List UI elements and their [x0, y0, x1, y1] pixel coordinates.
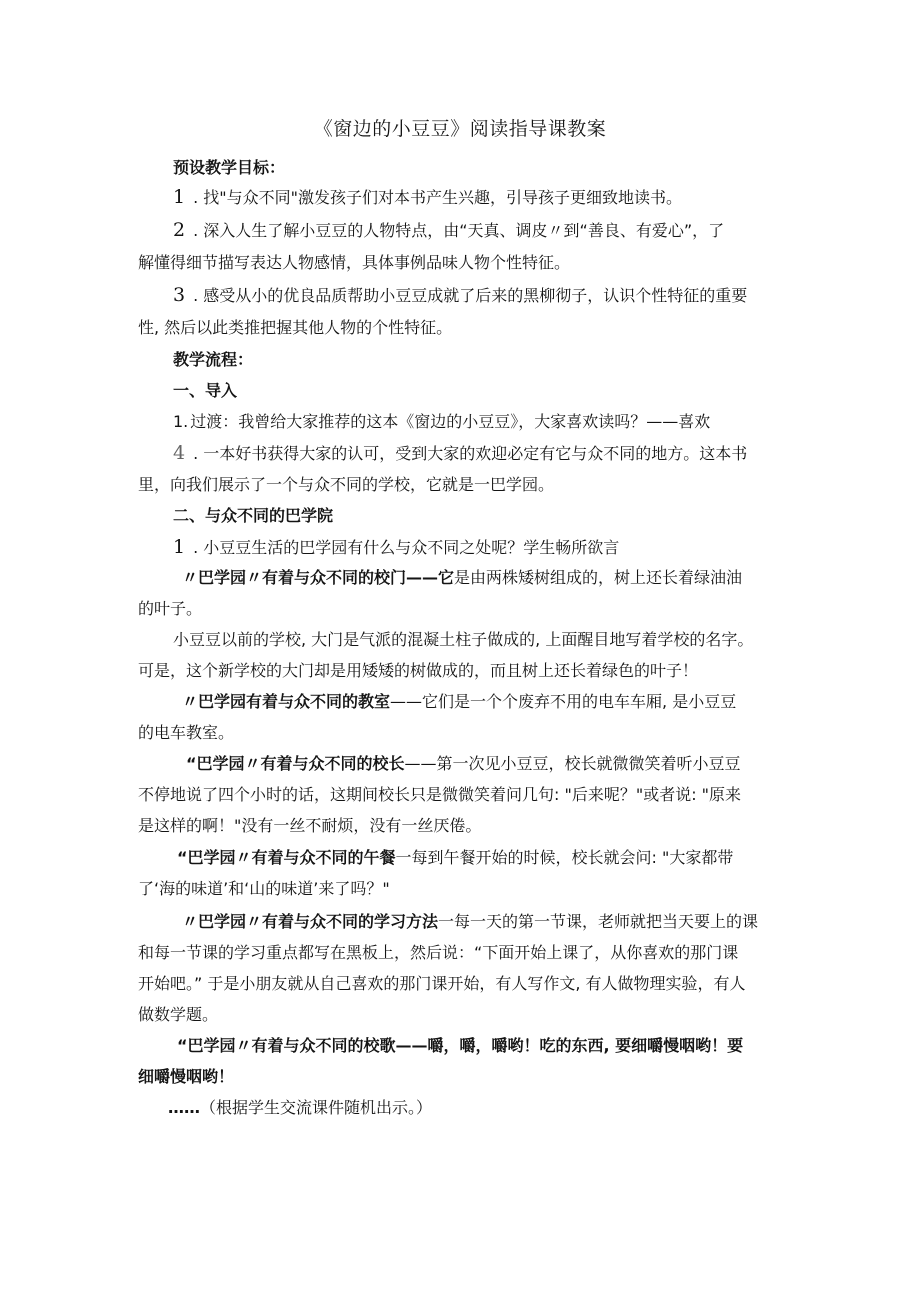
gate-text-a: 是由两株矮树组成的，树上还长着绿油油 [454, 568, 743, 587]
intro-1 [173, 411, 710, 433]
intro-4-text-b: 里，向我们展示了一个与众不同的学校，它就是一巴学园。 [138, 475, 555, 494]
intro-1-number: 1. [173, 412, 189, 431]
method-text-a: 一每一天的第一节课，老师就把当天要上的课 [438, 912, 759, 931]
classroom-paragraph [182, 691, 736, 713]
intro-1-text: 过渡：我曾给大家推荐的这本《窗边的小豆豆》，大家喜欢读吗？——喜欢 [190, 412, 711, 431]
goals-heading: 预设教学目标： [173, 158, 286, 177]
ending-text: （根据学生交流课件随机出示。） [200, 1098, 433, 1117]
gate-paragraph [182, 567, 742, 589]
method-text-c: 开始吧。” 于是小朋友就从自己喜欢的那门课开始，有人写作文, 有人做物理实验，有人 [138, 974, 746, 993]
principal-text-c: 是这样的啊！"没有一丝不耐烦，没有一丝厌倦。 [138, 816, 482, 835]
school-song-text-a: “巴学园〃有着与众不同的校歌——嚼，嚼，嚼哟！吃的东西, 要细嚼慢咽哟！要 [177, 1036, 744, 1055]
goal-2-text-b: 解懂得细节描写表达人物感情，具体事例品味人物个性特征。 [138, 253, 571, 272]
goal-1-number: 1 [173, 186, 186, 208]
ending-note [168, 1097, 432, 1119]
principal-text-a: ——第一次见小豆豆，校长就微微笑着听小豆豆 [404, 754, 741, 773]
section-2-item-1-number: 1 [173, 536, 186, 558]
ending-ellipsis: …… [168, 1098, 200, 1117]
section-1-heading: 一、导入 [173, 381, 238, 400]
method-paragraph [182, 911, 758, 933]
lunch-paragraph [177, 847, 733, 869]
flow-heading: 教学流程： [173, 350, 254, 369]
goal-3-text-a: . 感受从小的优良品质帮助小豆豆成就了后来的黑柳彻子，认识个性特征的重要 [193, 286, 748, 305]
section-2-item-1 [173, 536, 619, 559]
lunch-text-a: 一每到午餐开始的时候，校长就会问: "大家都带 [395, 848, 734, 867]
classroom-text-b: 的电车教室。 [138, 723, 235, 742]
principal-heading: “巴学园〃有着与众不同的校长 [186, 754, 405, 773]
prev-school-text-b: 可是，这个新学校的大门却是用矮矮的树做成的，而且树上还长着绿色的叶子！ [138, 661, 699, 680]
method-text-d: 做数学题。 [138, 1005, 219, 1024]
school-song-text-b: 细嚼慢咽哟！ [138, 1067, 235, 1086]
gate-heading: 〃巴学园〃有着与众不同的校门——它 [182, 568, 455, 587]
goal-1 [173, 186, 682, 209]
intro-4-number: 4 [173, 442, 186, 464]
goal-2 [173, 219, 724, 242]
goal-3 [173, 284, 747, 307]
lunch-text-b: 了‘海的味道’和‘山的味道’来了吗？" [138, 879, 390, 898]
classroom-heading: 〃巴学园有着与众不同的教室 [182, 692, 391, 711]
goal-1-text: . 找"与众不同"激发孩子们对本书产生兴趣，引导孩子更细致地读书。 [193, 188, 682, 207]
lunch-heading: “巴学园〃有着与众不同的午餐 [177, 848, 396, 867]
gate-text-b: 的叶子。 [138, 599, 203, 618]
prev-school-text-a: 小豆豆以前的学校, 大门是气派的混凝土柱子做成的, 上面醒目地写着学校的名字。 [173, 630, 754, 649]
principal-paragraph [186, 753, 741, 775]
intro-4 [173, 442, 747, 465]
principal-text-b: 不停地说了四个小时的话，这期间校长只是微微笑着问几句: "后来呢？"或者说: "原来 [138, 785, 742, 804]
goal-2-number: 2 [173, 219, 186, 241]
section-2-heading: 二、与众不同的巴学院 [173, 506, 334, 525]
classroom-text-a: ——它们是一个个废弃不用的电车车厢, 是小豆豆 [390, 692, 737, 711]
method-text-b: 和每一节课的学习重点都写在黑板上，然后说：“下面开始上课了，从你喜欢的那门课 [138, 943, 739, 962]
method-heading: 〃巴学园〃有着与众不同的学习方法 [182, 912, 439, 931]
intro-4-text-a: . 一本好书获得大家的认可，受到大家的欢迎必定有它与众不同的地方。这本书 [193, 444, 748, 463]
goal-2-text-a: . 深入人生了解小豆豆的人物特点，由“天真、调皮〃到“善良、有爱心”，了 [193, 221, 725, 240]
section-2-item-1-text: . 小豆豆生活的巴学园有什么与众不同之处呢？学生畅所欲言 [193, 538, 620, 557]
goal-3-text-b: 性, 然后以此类推把握其他人物的个性特征。 [138, 318, 453, 337]
page-title: 《窗边的小豆豆》阅读指导课教案 [313, 118, 607, 140]
goal-3-number: 3 [173, 284, 186, 306]
